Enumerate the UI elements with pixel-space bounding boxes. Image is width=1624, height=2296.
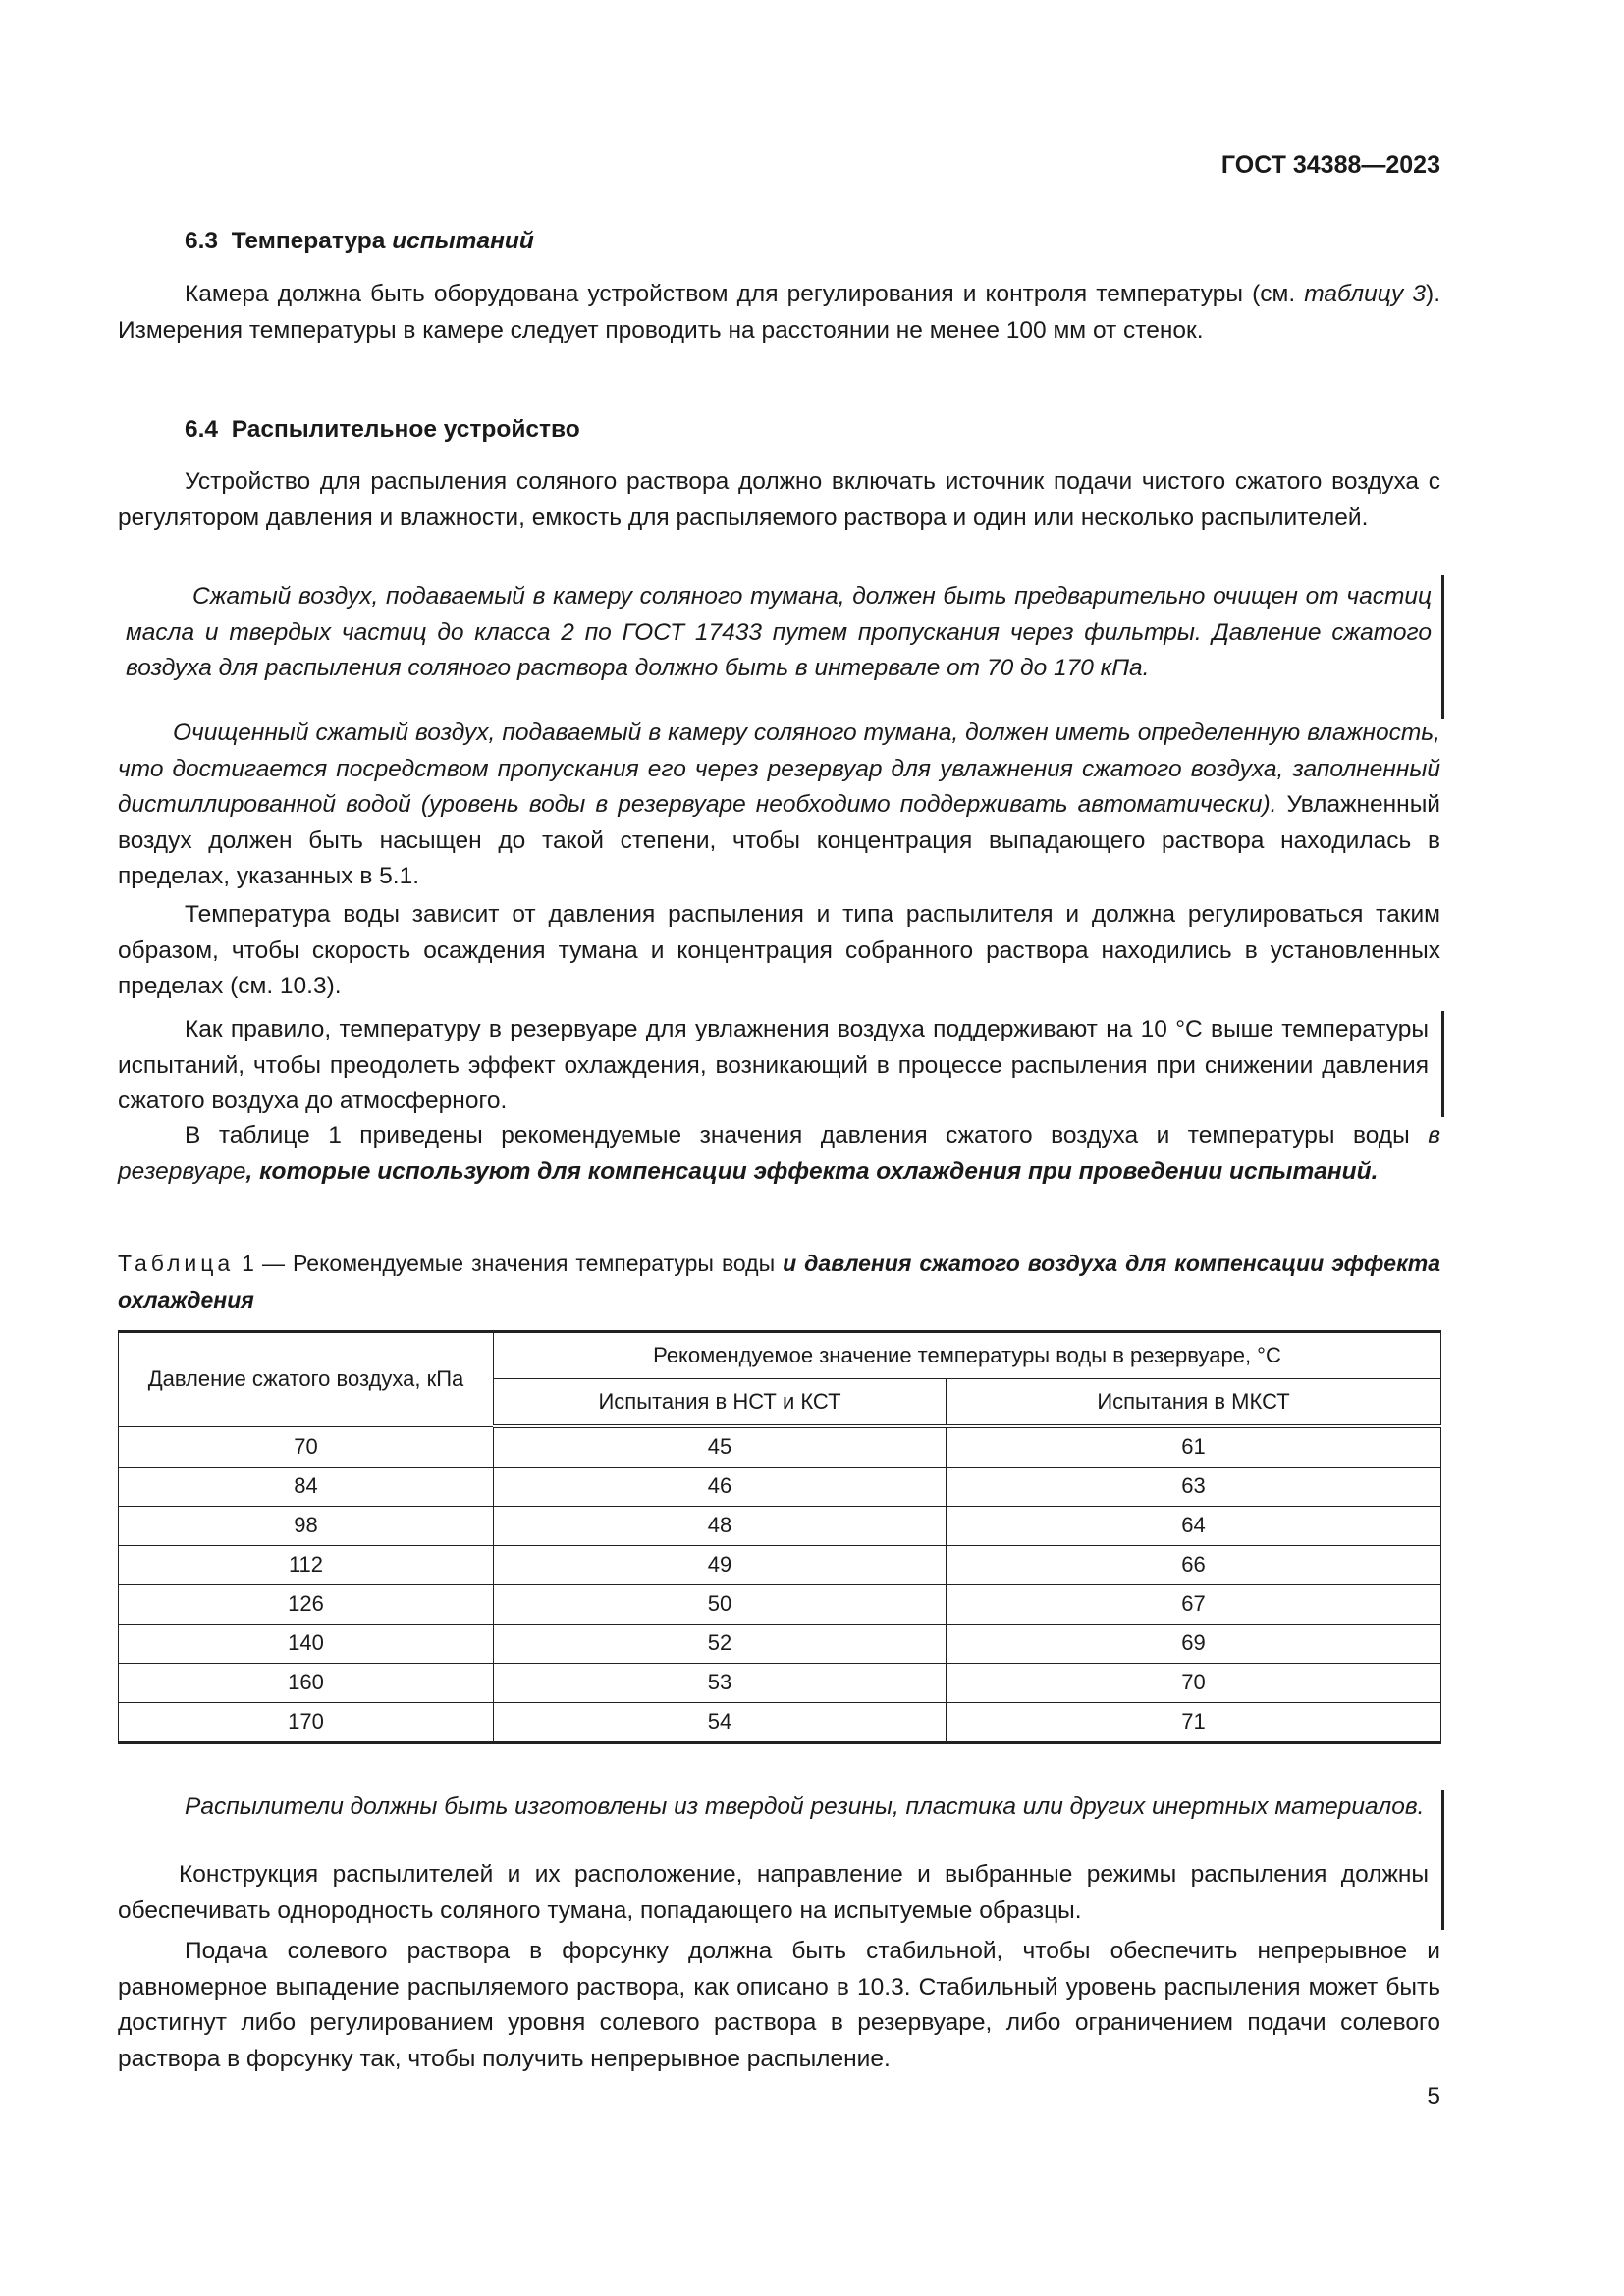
cell-nst-kst: 46	[494, 1468, 947, 1507]
paragraph-salt-supply: Подача солевого раствора в форсунку должна быть стабильной, чтобы обеспечить непрерывное и равномерное выпадение распыляемого раствора, как описано в 10.3. Стабильный уровень распыления может быть достигнут либо регулированием уровня солевого раствора в резервуаре, либо ограничением подачи солевого раствора в форсунку так, чтобы получить непрерывное распыление.	[118, 1938, 1440, 2072]
text-bold-italic: , которые используют для компенсации эффекта охлаждения при проведении испытаний.	[245, 1157, 1379, 1185]
header-group: Рекомендуемое значение температуры воды в резервуаре, °С	[494, 1332, 1441, 1379]
text: ). Измерения температуры в камере следует проводить на расстоянии не менее 100 мм от стенок.	[118, 281, 1440, 344]
cell-nst-kst: 49	[494, 1546, 947, 1585]
cell-pressure: 98	[119, 1507, 494, 1546]
text-italic: Очищенный сжатый воздух, подаваемый в камеру соляного тумана, должен иметь определенную влажность, что достигается посредством пропускания его через резервуар для увлажнения сжатого воздуха, заполненный дистиллированной водой (уровень воды в резервуаре необходимо поддерживать автоматически).	[118, 720, 1440, 818]
table-row	[119, 1507, 1441, 1546]
cell-pressure: 160	[119, 1664, 494, 1703]
document-header: ГОСТ 34388—2023	[1220, 151, 1440, 179]
cell-nst-kst: 54	[494, 1703, 947, 1743]
cell-mkst: 69	[947, 1625, 1441, 1664]
text-italic: в резервуаре	[118, 1122, 1440, 1185]
cell-nst-kst: 45	[494, 1426, 947, 1468]
table-row	[119, 1426, 1441, 1468]
cell-pressure: 70	[119, 1426, 494, 1468]
cell-mkst: 70	[947, 1664, 1441, 1703]
table-row	[119, 1625, 1441, 1664]
paragraph-sprayer-material: Распылители должны быть изготовлены из твердой резины, пластика или других инертных материалов.	[185, 1793, 1425, 1820]
section-6-3-heading	[185, 224, 534, 260]
text: Увлажненный воздух должен быть насыщен до такой степени, чтобы концентрация выпадающего раствора находилась в пределах, указанных в 5.1.	[118, 791, 1440, 889]
cell-mkst: 61	[947, 1426, 1441, 1468]
header-pressure: Давление сжатого воздуха, кПа	[119, 1332, 494, 1427]
caption-label: Таблица	[118, 1251, 235, 1276]
cell-pressure: 140	[119, 1625, 494, 1664]
table-reference: таблицу 3	[1304, 281, 1427, 307]
paragraph-temperature	[118, 277, 1440, 348]
caption-text: 1 — Рекомендуемые значения температуры воды	[234, 1251, 784, 1276]
caption-bold: и давления сжатого воздуха для компенсации эффекта охлаждения	[118, 1251, 1440, 1312]
change-bar	[1441, 575, 1444, 719]
cell-pressure: 112	[119, 1546, 494, 1585]
paragraph-table-intro	[118, 1118, 1440, 1190]
header-nst-kst: Испытания в НСТ и КСТ	[494, 1379, 947, 1427]
section-title-italic: испытаний	[392, 228, 534, 254]
cell-mkst: 64	[947, 1507, 1441, 1546]
cell-pressure: 84	[119, 1468, 494, 1507]
paragraph-humidity	[118, 716, 1440, 895]
text: В таблице 1 приведены рекомендуемые значения давления сжатого воздуха и температуры воды	[185, 1122, 1429, 1148]
cell-nst-kst: 50	[494, 1585, 947, 1625]
header-mkst: Испытания в МКСТ	[947, 1379, 1441, 1427]
paragraph-water-temperature: Температура воды зависит от давления распыления и типа распылителя и должна регулироваться таким образом, чтобы скорость осаждения тумана и концентрация собранного раствора находились в установленных пределах (см. 10.3).	[118, 901, 1440, 999]
table-caption	[118, 1246, 1440, 1317]
cell-pressure: 170	[119, 1703, 494, 1743]
cell-mkst: 63	[947, 1468, 1441, 1507]
cell-mkst: 66	[947, 1546, 1441, 1585]
paragraph-spray-device: Устройство для распыления соляного раствора должно включать источник подачи чистого сжатого воздуха с регулятором давления и влажности, емкость для распыляемого раствора и один или несколько распылителей.	[118, 468, 1440, 531]
cell-nst-kst: 48	[494, 1507, 947, 1546]
recommended-values-table	[118, 1330, 1441, 1744]
section-title: Температура	[231, 228, 393, 254]
table-row	[119, 1664, 1441, 1703]
cell-mkst: 67	[947, 1585, 1441, 1625]
cell-nst-kst: 52	[494, 1625, 947, 1664]
table-row	[119, 1703, 1441, 1743]
section-6-4-heading	[185, 412, 580, 449]
section-number: 6.4	[185, 416, 219, 443]
text: Камера должна быть оборудована устройством для регулирования и контроля температуры (см.	[185, 281, 1305, 307]
cell-nst-kst: 53	[494, 1664, 947, 1703]
paragraph-compressed-air: Сжатый воздух, подаваемый в камеру соляного тумана, должен быть предварительно очищен от частиц масла и твердых частиц до класса 2 по ГОСТ 17433 путем пропускания через фильтры. Давление сжатого воздуха для распыления соляного раствора должно быть в интервале от 70 до 170 кПа.	[126, 583, 1432, 681]
section-title: Распылительное устройство	[231, 416, 580, 443]
cell-pressure: 126	[119, 1585, 494, 1625]
paragraph-reservoir: Как правило, температуру в резервуаре для увлажнения воздуха поддерживают на 10 °С выше температуры испытаний, чтобы преодолеть эффект охлаждения, возникающий в процессе распыления при снижении давления сжатого воздуха до атмосферного.	[118, 1016, 1429, 1114]
section-number: 6.3	[185, 228, 219, 254]
change-bar	[1441, 1011, 1444, 1117]
table-row	[119, 1585, 1441, 1625]
page-number: 5	[1427, 2083, 1440, 2109]
cell-mkst: 71	[947, 1703, 1441, 1743]
paragraph-sprayer-design: Конструкция распылителей и их расположение, направление и выбранные режимы распыления должны обеспечивать однородность соляного тумана, попадающего на испытуемые образцы.	[118, 1861, 1429, 1924]
table-row	[119, 1468, 1441, 1507]
table-row	[119, 1546, 1441, 1585]
change-bar	[1441, 1790, 1444, 1930]
